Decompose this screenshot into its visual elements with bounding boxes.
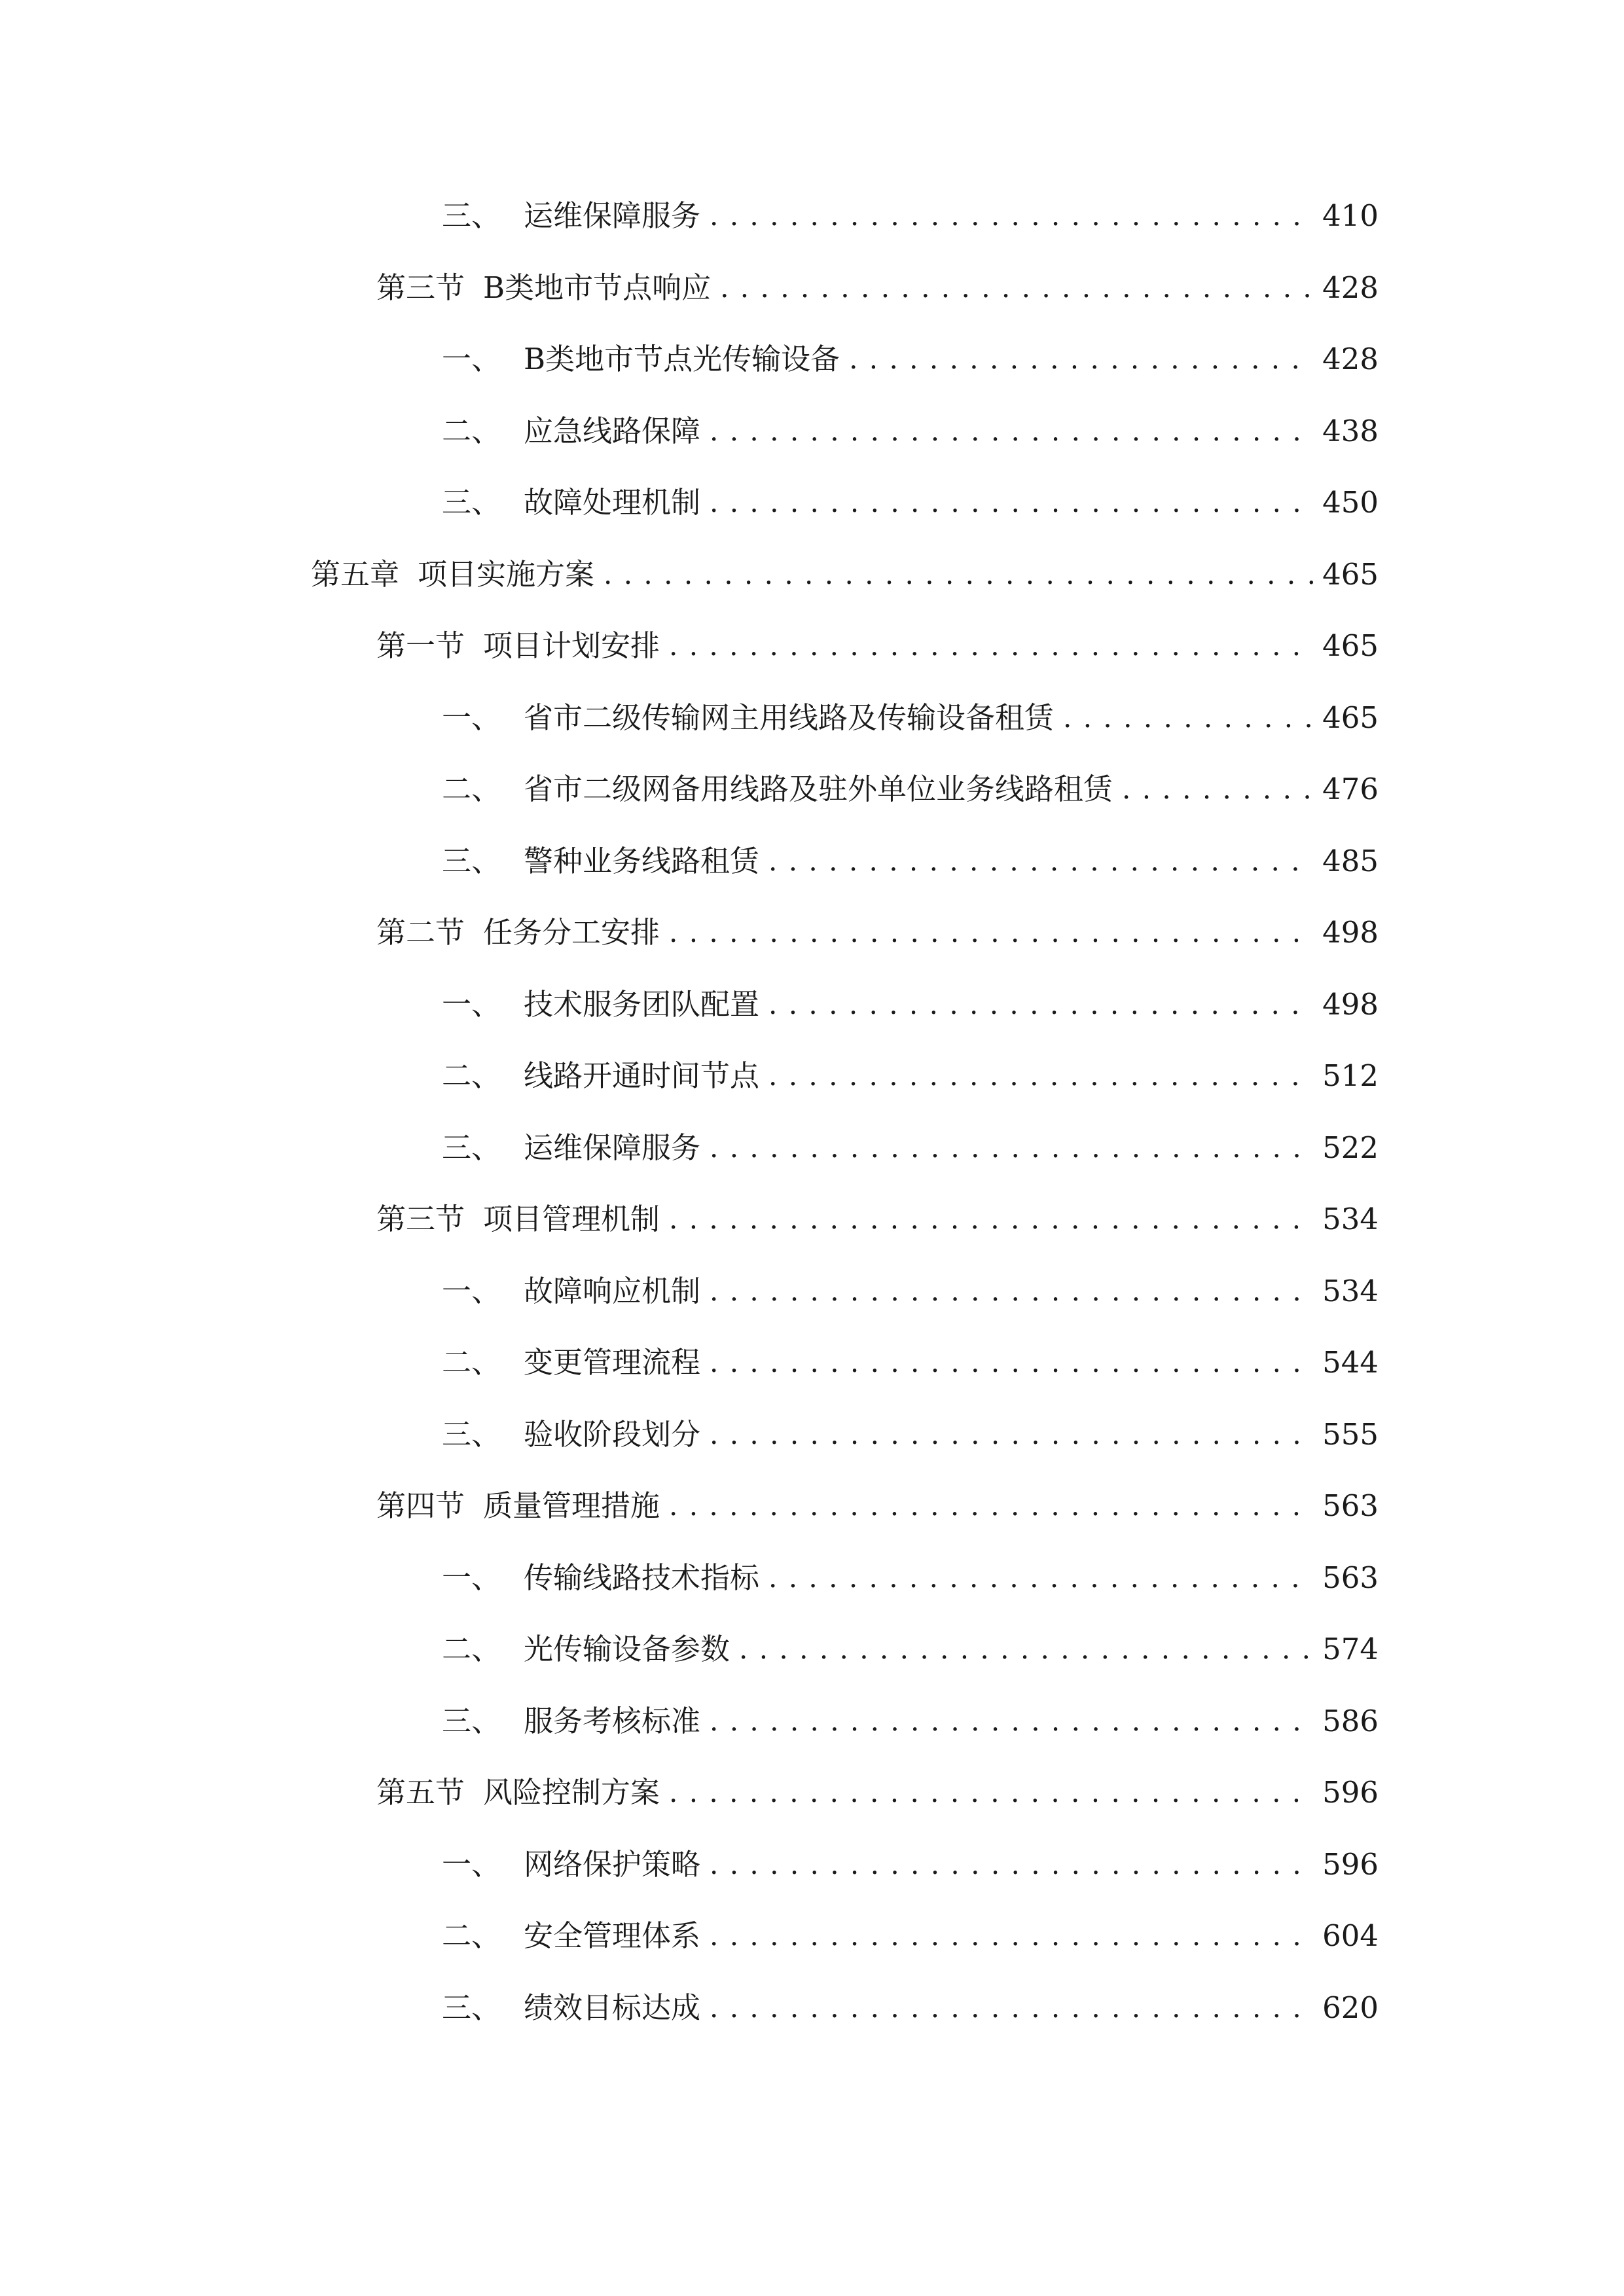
toc-entry-page: 428 bbox=[1322, 342, 1379, 376]
toc-entry-number: 二、 bbox=[442, 772, 501, 806]
toc-entry[interactable] bbox=[376, 620, 1379, 672]
toc-entry-number: 一、 bbox=[442, 700, 501, 735]
toc-entry-title: 技术服务团队配置 bbox=[524, 987, 760, 1022]
toc-entry[interactable] bbox=[376, 906, 1379, 959]
toc-entry[interactable] bbox=[442, 1982, 1379, 2034]
toc-entry-number: 三、 bbox=[442, 844, 501, 878]
toc-entry-page: 465 bbox=[1322, 557, 1379, 592]
toc-entry-title: 网络保护策略 bbox=[524, 1847, 701, 1882]
toc-entry[interactable] bbox=[442, 1408, 1379, 1461]
toc-entry-page: 498 bbox=[1322, 915, 1379, 950]
toc-entry-title: 运维保障服务 bbox=[524, 1130, 701, 1165]
toc-entry-number: 第三节 bbox=[376, 270, 465, 305]
dot-leader bbox=[710, 1122, 1313, 1174]
dot-leader bbox=[710, 1910, 1313, 1962]
toc-entry[interactable] bbox=[376, 1767, 1379, 1819]
toc-entry-page: 485 bbox=[1322, 844, 1379, 878]
dot-leader bbox=[720, 262, 1313, 314]
toc-entry[interactable] bbox=[442, 190, 1379, 242]
toc-entry[interactable] bbox=[442, 763, 1379, 816]
toc-entry-page: 522 bbox=[1322, 1130, 1379, 1165]
toc-entry-number: 三、 bbox=[442, 1704, 501, 1738]
toc-entry-title: 省市二级传输网主用线路及传输设备租赁 bbox=[524, 700, 1055, 735]
toc-entry[interactable] bbox=[442, 1623, 1379, 1676]
dot-leader bbox=[739, 1623, 1313, 1676]
toc-entry-page: 410 bbox=[1322, 198, 1379, 233]
dot-leader bbox=[710, 476, 1313, 529]
toc-entry-title: 故障响应机制 bbox=[524, 1274, 701, 1308]
toc-entry[interactable] bbox=[442, 1122, 1379, 1174]
toc-entry-number: 第四节 bbox=[376, 1488, 465, 1523]
toc-entry-page: 544 bbox=[1322, 1345, 1379, 1380]
toc-entry-page: 465 bbox=[1322, 628, 1379, 663]
toc-entry-number: 三、 bbox=[442, 1417, 501, 1452]
toc-entry-title: 安全管理体系 bbox=[524, 1918, 701, 1953]
toc-entry-number: 三、 bbox=[442, 198, 501, 233]
toc-entry[interactable] bbox=[311, 548, 1379, 601]
dot-leader bbox=[768, 835, 1313, 888]
toc-entry-number: 一、 bbox=[442, 1274, 501, 1308]
dot-leader bbox=[710, 1336, 1313, 1389]
toc-entry[interactable] bbox=[442, 1910, 1379, 1962]
toc-entry[interactable] bbox=[442, 1265, 1379, 1318]
dot-leader bbox=[1063, 692, 1313, 744]
dot-leader bbox=[710, 1839, 1313, 1891]
toc-entry[interactable] bbox=[376, 1480, 1379, 1532]
toc-entry-page: 596 bbox=[1322, 1847, 1379, 1882]
toc-entry-number: 第五节 bbox=[376, 1775, 465, 1810]
toc-entry-page: 512 bbox=[1322, 1058, 1379, 1093]
toc-entry[interactable] bbox=[442, 692, 1379, 744]
toc-entry[interactable] bbox=[442, 333, 1379, 386]
toc-entry[interactable] bbox=[376, 1193, 1379, 1246]
toc-entry[interactable] bbox=[442, 1552, 1379, 1604]
toc-entry-number: 一、 bbox=[442, 1847, 501, 1882]
dot-leader bbox=[669, 1480, 1313, 1532]
dot-leader bbox=[604, 548, 1313, 601]
toc-entry-title: 服务考核标准 bbox=[524, 1704, 701, 1738]
toc-entry-number: 二、 bbox=[442, 1632, 501, 1666]
toc-entry-page: 438 bbox=[1322, 414, 1379, 448]
toc-entry-title: 运维保障服务 bbox=[524, 198, 701, 233]
toc-entry-title: 传输线路技术指标 bbox=[524, 1560, 760, 1595]
dot-leader bbox=[669, 1193, 1313, 1246]
toc-entry-page: 574 bbox=[1322, 1632, 1379, 1666]
toc-entry[interactable] bbox=[442, 476, 1379, 529]
toc-entry-page: 476 bbox=[1322, 772, 1379, 806]
toc-entry-number: 第三节 bbox=[376, 1202, 465, 1236]
dot-leader bbox=[710, 1695, 1313, 1748]
toc-entry-number: 三、 bbox=[442, 485, 501, 520]
toc-entry-title: 应急线路保障 bbox=[524, 414, 701, 448]
toc-entry-number: 二、 bbox=[442, 1058, 501, 1093]
toc-entry-page: 563 bbox=[1322, 1488, 1379, 1523]
toc-entry-number: 第二节 bbox=[376, 915, 465, 950]
dot-leader bbox=[710, 1982, 1313, 2034]
dot-leader bbox=[669, 906, 1313, 959]
toc-entry-number: 第一节 bbox=[376, 628, 465, 663]
toc-entry-title: 质量管理措施 bbox=[483, 1488, 660, 1523]
dot-leader bbox=[669, 1767, 1313, 1819]
toc-entry-title: 线路开通时间节点 bbox=[524, 1058, 760, 1093]
dot-leader bbox=[710, 190, 1313, 242]
toc-entry[interactable] bbox=[442, 1839, 1379, 1891]
toc-entry-page: 450 bbox=[1322, 485, 1379, 520]
toc-entry-title: 项目实施方案 bbox=[418, 557, 595, 592]
toc-entry[interactable] bbox=[376, 262, 1379, 314]
toc-entry-page: 555 bbox=[1322, 1417, 1379, 1452]
toc-entry-number: 第五章 bbox=[311, 557, 400, 592]
toc-entry-title: 项目计划安排 bbox=[483, 628, 660, 663]
toc-entry-title: 故障处理机制 bbox=[524, 485, 701, 520]
toc-entry-page: 534 bbox=[1322, 1202, 1379, 1236]
toc-entry[interactable] bbox=[442, 405, 1379, 457]
dot-leader bbox=[710, 1265, 1313, 1318]
toc-entry-number: 三、 bbox=[442, 1130, 501, 1165]
toc-entry-page: 563 bbox=[1322, 1560, 1379, 1595]
toc-entry-number: 一、 bbox=[442, 987, 501, 1022]
toc-entry-title: 项目管理机制 bbox=[483, 1202, 660, 1236]
toc-entry-title: B类地市节点光传输设备 bbox=[524, 342, 840, 376]
toc-entry[interactable] bbox=[442, 1050, 1379, 1102]
toc-entry-number: 二、 bbox=[442, 414, 501, 448]
toc-entry-page: 596 bbox=[1322, 1775, 1379, 1810]
dot-leader bbox=[669, 620, 1313, 672]
dot-leader bbox=[768, 978, 1313, 1031]
toc-entry[interactable] bbox=[442, 978, 1379, 1031]
toc-entry-title: 任务分工安排 bbox=[483, 915, 660, 950]
toc-entry-title: 省市二级网备用线路及驻外单位业务线路租赁 bbox=[524, 772, 1113, 806]
dot-leader bbox=[768, 1050, 1313, 1102]
toc-entry-title: 绩效目标达成 bbox=[524, 1990, 701, 2025]
toc-entry-page: 586 bbox=[1322, 1704, 1379, 1738]
toc-entry-page: 534 bbox=[1322, 1274, 1379, 1308]
toc-entry-title: 验收阶段划分 bbox=[524, 1417, 701, 1452]
toc-entry[interactable] bbox=[442, 1695, 1379, 1748]
dot-leader bbox=[710, 1408, 1313, 1461]
toc-entry[interactable] bbox=[442, 1336, 1379, 1389]
toc-entry-page: 465 bbox=[1322, 700, 1379, 735]
toc-entry-page: 620 bbox=[1322, 1990, 1379, 2025]
toc-entry-title: 光传输设备参数 bbox=[524, 1632, 731, 1666]
dot-leader bbox=[710, 405, 1313, 457]
toc-entry-number: 一、 bbox=[442, 342, 501, 376]
toc-entry-page: 604 bbox=[1322, 1918, 1379, 1953]
toc-entry-page: 498 bbox=[1322, 987, 1379, 1022]
toc-entry-title: 警种业务线路租赁 bbox=[524, 844, 760, 878]
toc-entry[interactable] bbox=[442, 835, 1379, 888]
toc-entry-title: B类地市节点响应 bbox=[483, 270, 712, 305]
toc-entry-number: 三、 bbox=[442, 1990, 501, 2025]
toc-entry-title: 变更管理流程 bbox=[524, 1345, 701, 1380]
dot-leader bbox=[768, 1552, 1313, 1604]
toc-entry-number: 二、 bbox=[442, 1918, 501, 1953]
dot-leader bbox=[849, 333, 1313, 386]
toc-entry-number: 二、 bbox=[442, 1345, 501, 1380]
toc-entry-page: 428 bbox=[1322, 270, 1379, 305]
toc-entry-title: 风险控制方案 bbox=[483, 1775, 660, 1810]
dot-leader bbox=[1122, 763, 1313, 816]
toc-entry-number: 一、 bbox=[442, 1560, 501, 1595]
